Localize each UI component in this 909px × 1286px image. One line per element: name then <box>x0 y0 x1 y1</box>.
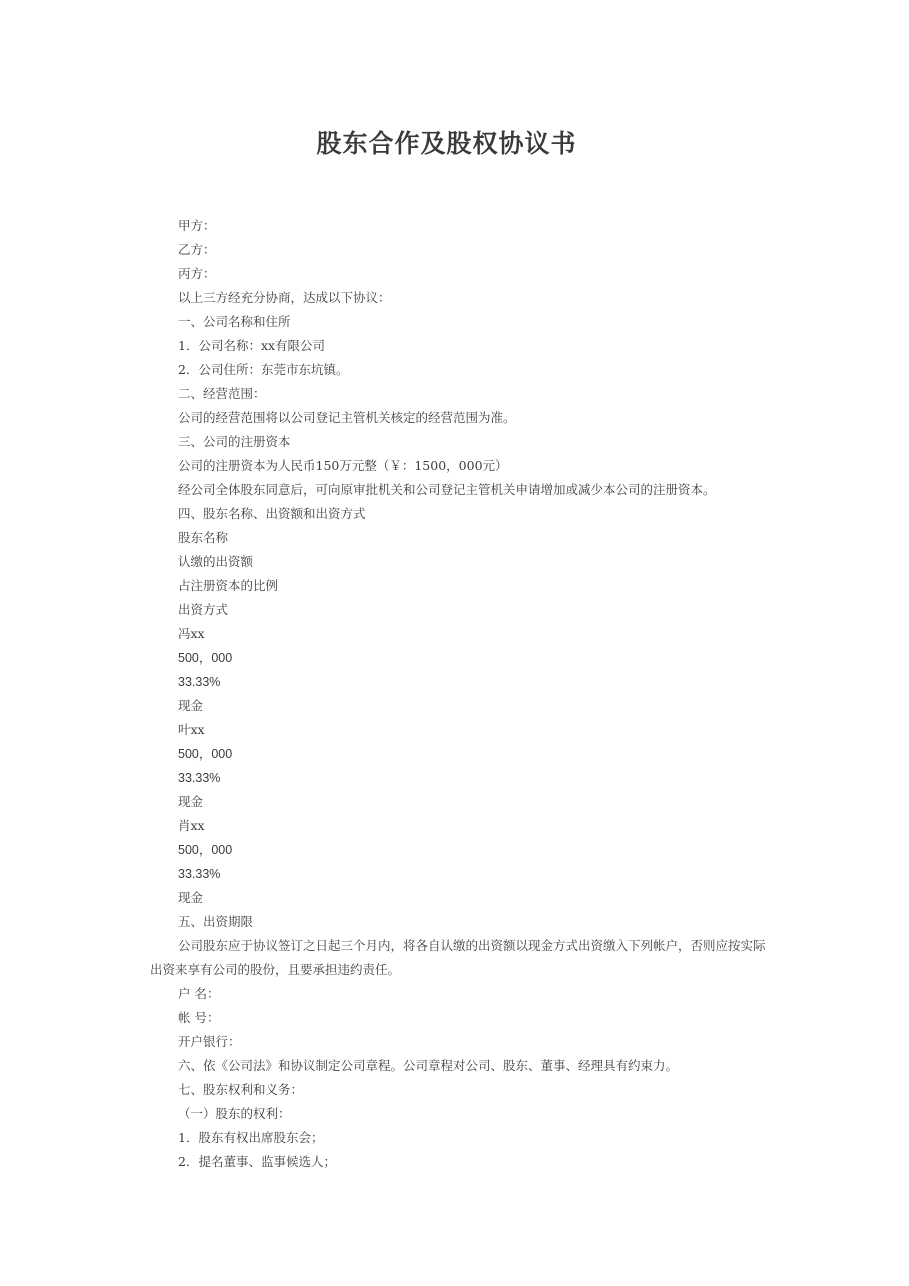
shareholder-1-ratio: 33.33% <box>178 675 221 689</box>
shareholder-2-method: 现金 <box>178 794 204 809</box>
shareholder-rights-heading: （一）股东的权利： <box>178 1106 291 1121</box>
contribution-deadline-paragraph: 公司股东应于协议签订之日起三个月内，将各自认缴的出资额以现金方式出资缴入下列帐户，否则应按实际出资来享有公司的股份，且要承担违约责任。 <box>150 938 766 977</box>
party-c-line: 丙方： <box>178 266 216 281</box>
table-header-name: 股东名称 <box>178 530 229 545</box>
shareholder-3-method: 现金 <box>178 890 204 905</box>
shareholder-3-amount: 500，000 <box>178 843 233 857</box>
section-6-heading: 六、依《公司法》和协议制定公司章程。公司章程对公司、股东、董事、经理具有约束力。 <box>178 1058 679 1073</box>
shareholder-1-name: 冯xx <box>178 626 205 641</box>
section-3-heading: 三、公司的注册资本 <box>178 434 291 449</box>
shareholder-2-amount: 500，000 <box>178 747 233 761</box>
agreement-intro: 以上三方经充分协商，达成以下协议： <box>178 290 391 305</box>
company-address-line: 2．公司住所：东莞市东坑镇。 <box>178 362 349 377</box>
section-2-heading: 二、经营范围： <box>178 386 266 401</box>
party-b-line: 乙方： <box>178 242 216 257</box>
shareholder-3-name: 肖xx <box>178 818 205 833</box>
shareholder-2-name: 叶xx <box>178 722 205 737</box>
section-1-heading: 一、公司名称和住所 <box>178 314 291 329</box>
table-header-method: 出资方式 <box>178 602 229 617</box>
right-2-line: 2．提名董事、监事候选人； <box>178 1154 336 1169</box>
document-body <box>150 214 776 1174</box>
table-header-ratio: 占注册资本的比例 <box>178 578 279 593</box>
capital-change-line: 经公司全体股东同意后，可向原审批机关和公司登记主管机关申请增加或减少本公司的注册资本。 <box>178 482 716 497</box>
company-name-line: 1．公司名称：xx有限公司 <box>178 338 326 353</box>
section-5-heading: 五、出资期限 <box>178 914 254 929</box>
right-1-line: 1．股东有权出席股东会； <box>178 1130 324 1145</box>
party-a-line: 甲方： <box>178 218 216 233</box>
shareholder-3-ratio: 33.33% <box>178 867 221 881</box>
shareholder-1-amount: 500，000 <box>178 651 233 665</box>
shareholder-2-ratio: 33.33% <box>178 771 221 785</box>
section-7-heading: 七、股东权利和义务： <box>178 1082 304 1097</box>
document-title: 股东合作及股权协议书 <box>316 129 577 158</box>
bank-line: 开户银行： <box>178 1034 241 1049</box>
business-scope-line: 公司的经营范围将以公司登记主管机关核定的经营范围为准。 <box>178 410 516 425</box>
account-name-line: 户 名： <box>178 986 220 1001</box>
shareholder-1-method: 现金 <box>178 698 204 713</box>
account-number-line: 帐 号： <box>178 1010 220 1025</box>
section-4-heading: 四、股东名称、出资额和出资方式 <box>178 506 366 521</box>
table-header-amount: 认缴的出资额 <box>178 554 254 569</box>
registered-capital-line: 公司的注册资本为人民币150万元整（￥：1500，000元） <box>178 458 508 473</box>
